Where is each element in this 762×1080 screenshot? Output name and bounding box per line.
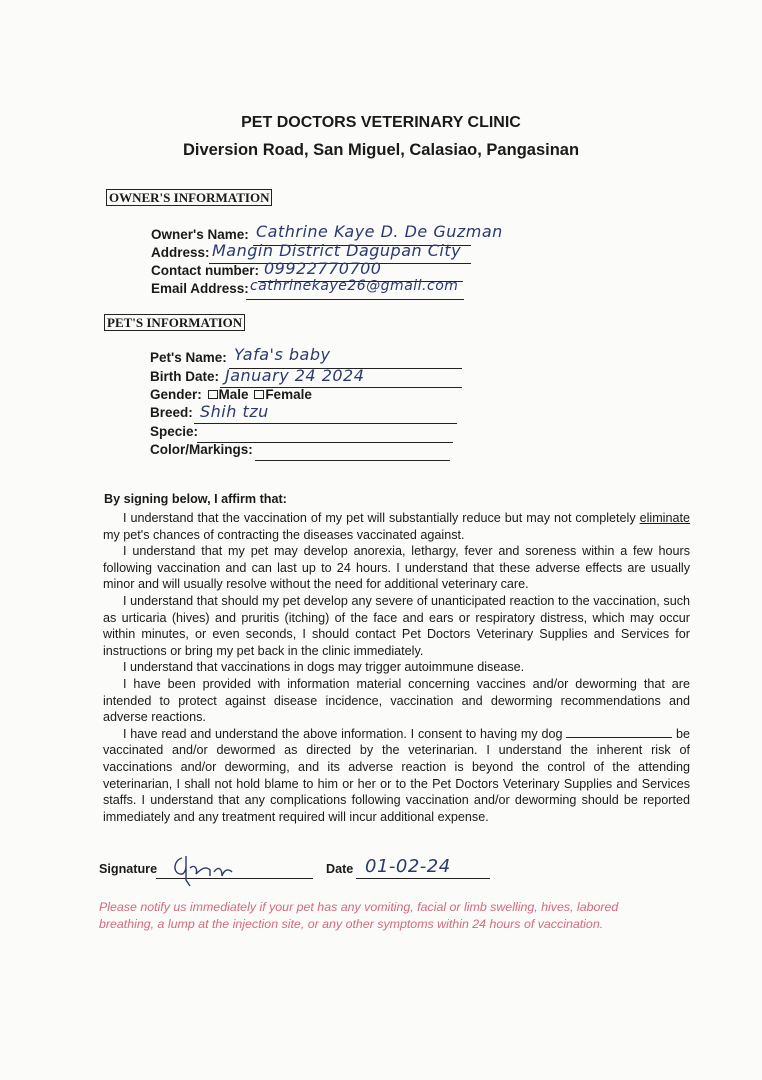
affirm-p1 — [103, 510, 690, 543]
affirm-p6 — [103, 726, 690, 826]
male-label: Male — [218, 387, 249, 402]
female-checkbox[interactable] — [254, 390, 264, 399]
affirm-p1-underline: eliminate — [639, 511, 690, 525]
breed-label: Breed: — [150, 405, 193, 420]
birth-date-label: Birth Date: — [150, 369, 220, 384]
owner-section-heading: OWNER'S INFORMATION — [106, 189, 272, 206]
date-label: Date — [326, 862, 354, 876]
owner-contact-label: Contact number: — [151, 263, 259, 278]
owner-name-label: Owner's Name: — [151, 227, 249, 242]
owner-name-value: Cathrine Kaye D. De Guzman — [256, 222, 503, 241]
signature-label: Signature — [99, 862, 158, 876]
female-label: Female — [265, 387, 312, 402]
owner-address-value: Mangin District Dagupan City — [212, 241, 462, 260]
dog-name-blank[interactable] — [566, 727, 672, 738]
owner-email-value: cathrinekaye26@gmail.com — [250, 278, 459, 294]
pet-name-value: Yafa's baby — [234, 345, 331, 364]
owner-contact-value: 09922770700 — [264, 259, 382, 278]
clinic-address: Diversion Road, San Miguel, Calasiao, Pangasinan — [182, 141, 580, 159]
specie-line[interactable] — [197, 426, 453, 443]
affirm-p3: I understand that should my pet develop any severe of unanticipated reaction to the vaccination, such as urticaria (hives) and pruritis (itching) of the face and ears or respiratory distress, which may occur within minutes, or even seconds, I should contact Pet Doctors Veterinary Supplies and Services for instructions or bring my pet back in the clinic immediately. — [103, 593, 690, 658]
pet-section-heading: PET'S INFORMATION — [104, 314, 245, 331]
specie-label: Specie: — [150, 424, 199, 439]
affirm-p4: I understand that vaccinations in dogs may trigger autoimmune disease. — [123, 660, 525, 675]
gender-row — [150, 387, 312, 402]
birth-date-value: January 24 2024 — [225, 366, 365, 385]
vaccination-notice: Please notify us immediately if your pet has any vomiting, facial or limb swelling, hives, labored breathing, a lump at the injection site, or any other symptoms within 24 hours of vaccination. — [99, 900, 619, 931]
affirm-p5: I have been provided with information material concerning vaccines and/or deworming that are intended to protect against disease incidence, vaccination and deworming recommendations and adverse reactions. — [103, 676, 690, 725]
signature-drawing — [168, 850, 238, 890]
affirm-p6-pre: I have read and understand the above information. I consent to having my dog — [123, 726, 567, 741]
owner-email-label: Email Address: — [151, 281, 249, 296]
affirm-p1-pre: I understand that the vaccination of my pet will substantially reduce but may not completely — [123, 511, 640, 525]
affirm-p1-post: my pet's chances of contracting the diseases vaccinated against. — [103, 527, 465, 542]
owner-address-label: Address: — [151, 245, 210, 260]
affirm-p2: I understand that my pet may develop anorexia, lethargy, fever and soreness within a few hours following vaccination and can last up to 24 hours. I understand that these adverse effects are usually minor and will usually resolve without the need for additional veterinary care. — [103, 544, 690, 592]
pet-name-label: Pet's Name: — [150, 350, 227, 365]
date-value: 01-02-24 — [365, 856, 451, 877]
affirm-body — [103, 510, 690, 825]
breed-value: Shih tzu — [200, 402, 269, 421]
male-checkbox[interactable] — [208, 390, 218, 399]
color-markings-label: Color/Markings: — [150, 442, 253, 457]
color-markings-line[interactable] — [255, 444, 450, 461]
clinic-name: PET DOCTORS VETERINARY CLINIC — [241, 114, 521, 131]
affirm-lead: By signing below, I affirm that: — [104, 492, 287, 506]
affirm-p6-post: be vaccinated and/or dewormed as directed by the veterinarian. I understand the inherent risk of vaccinations and/or deworming, and its adverse reaction is beyond the control of the attending veterinarian, I shall not hold blame to him or her or to the Pet Doctors Veterinary Supplies and Services staffs. I understand that any complications following vaccination and/or deworming should be reported immediately and any treatment required will incur additional expense. — [103, 726, 690, 824]
gender-label: Gender: — [150, 387, 202, 402]
